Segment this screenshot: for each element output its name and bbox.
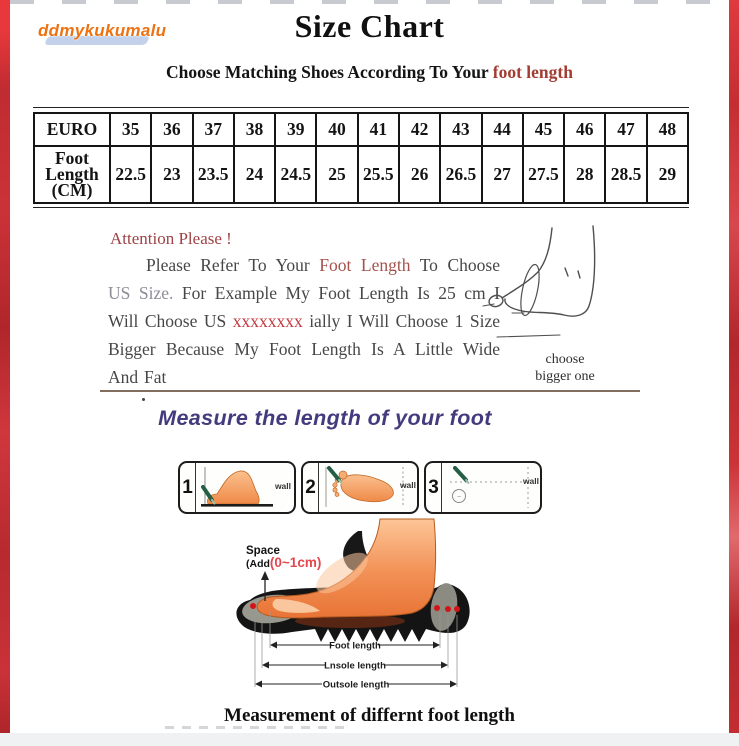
right-red-border bbox=[729, 0, 739, 746]
euro-size-cell: 42 bbox=[399, 113, 440, 146]
euro-size-cell: 45 bbox=[523, 113, 564, 146]
foot-length-cell: 29 bbox=[647, 146, 688, 203]
step-3-number: 3 bbox=[426, 463, 442, 512]
euro-size-cell: 44 bbox=[482, 113, 523, 146]
space-word: Space bbox=[246, 545, 280, 557]
euro-size-cell: 36 bbox=[151, 113, 192, 146]
footlen-row bbox=[34, 146, 688, 203]
euro-size-cell: 40 bbox=[316, 113, 357, 146]
euro-size-cell: 46 bbox=[564, 113, 605, 146]
foot-length-cell: 25.5 bbox=[358, 146, 399, 203]
attention-segment: US Size. bbox=[108, 283, 174, 303]
attention-heading: Attention Please ! bbox=[110, 229, 232, 248]
euro-row-label: EURO bbox=[34, 113, 110, 146]
attention-segment: Please Refer To Your bbox=[146, 255, 320, 275]
euro-row bbox=[34, 113, 688, 146]
foot-length-cell: 24.5 bbox=[275, 146, 316, 203]
measure-panel-2 bbox=[301, 461, 419, 514]
measure-steps bbox=[178, 461, 542, 514]
foot-length-row-label: Foot Length (CM) bbox=[34, 146, 110, 203]
measure-panel-3-illustration bbox=[442, 463, 540, 512]
choose-bigger-note: choose bigger one bbox=[535, 352, 595, 384]
measure-panel-1 bbox=[178, 461, 296, 514]
section-divider bbox=[100, 390, 640, 392]
left-red-border bbox=[0, 0, 10, 746]
euro-size-cell: 39 bbox=[275, 113, 316, 146]
bottom-edge-dashes bbox=[165, 726, 345, 729]
page-title: Size Chart bbox=[294, 8, 445, 44]
wall-label-3: wall bbox=[522, 476, 539, 486]
attention-segment: For Example My Foot Length Is 25 cm I Will Choose US bbox=[108, 283, 501, 331]
foot-length-cell: 26 bbox=[399, 146, 440, 203]
euro-size-cell: 47 bbox=[605, 113, 646, 146]
foot-length-cell: 26.5 bbox=[440, 146, 481, 203]
top-edge-dashes bbox=[10, 0, 729, 4]
outsole-length-arrow-label: Outsole length bbox=[322, 679, 390, 691]
euro-size-cell: 35 bbox=[110, 113, 151, 146]
bottom-gray-band bbox=[0, 733, 739, 746]
foot-length-cell: 27 bbox=[482, 146, 523, 203]
measure-panel-3 bbox=[424, 461, 542, 514]
euro-size-cell: 43 bbox=[440, 113, 481, 146]
range-value: (0~1cm) bbox=[269, 555, 322, 570]
step-1-number: 1 bbox=[180, 463, 196, 512]
foot-length-cell: 22.5 bbox=[110, 146, 151, 203]
euro-size-cell: 37 bbox=[193, 113, 234, 146]
attention-segment: xxxxxxxx bbox=[232, 311, 303, 331]
insole-length-arrow-label: Lnsole length bbox=[324, 660, 386, 672]
stray-dot bbox=[142, 398, 145, 401]
size-table bbox=[33, 107, 689, 208]
euro-size-cell: 38 bbox=[234, 113, 275, 146]
attention-paragraph bbox=[108, 251, 500, 391]
wall-label-2: wall bbox=[399, 480, 416, 490]
measure-heading: Measure the length of your foot bbox=[158, 406, 492, 430]
euro-size-cell: 48 bbox=[647, 113, 688, 146]
foot-length-cell: 24 bbox=[234, 146, 275, 203]
subtitle bbox=[0, 62, 739, 83]
svg-text:~: ~ bbox=[456, 494, 462, 501]
foot-length-cell: 27.5 bbox=[523, 146, 564, 203]
bottom-caption: Measurement of differnt foot length bbox=[224, 705, 515, 726]
attention-segment: ially I Will Choose 1 Size Bigger Because My Foot Length Is A Little Wide And Fat bbox=[108, 311, 500, 387]
step-2-number: 2 bbox=[303, 463, 319, 512]
foot-length-cell: 28 bbox=[564, 146, 605, 203]
euro-size-cell: 41 bbox=[358, 113, 399, 146]
seller-watermark: ddmykukumalu bbox=[38, 21, 167, 40]
subtitle-highlight: foot length bbox=[492, 62, 573, 82]
foot-length-cell: 23 bbox=[151, 146, 192, 203]
attention-segment: Foot Length bbox=[319, 255, 411, 275]
shoe-cross-section-illustration bbox=[220, 515, 520, 705]
foot-length-cell: 28.5 bbox=[605, 146, 646, 203]
foot-length-arrow-label: Foot length bbox=[329, 640, 381, 652]
foot-sketch-illustration bbox=[480, 218, 700, 358]
foot-length-cell: 23.5 bbox=[193, 146, 234, 203]
attention-segment: To Choose bbox=[410, 255, 500, 275]
wall-label-1: wall bbox=[274, 481, 291, 491]
space-annotation bbox=[246, 546, 321, 570]
foot-length-cell: 25 bbox=[316, 146, 357, 203]
subtitle-prefix: Choose Matching Shoes According To Your bbox=[166, 62, 493, 82]
add-word: (Add bbox=[246, 558, 270, 570]
